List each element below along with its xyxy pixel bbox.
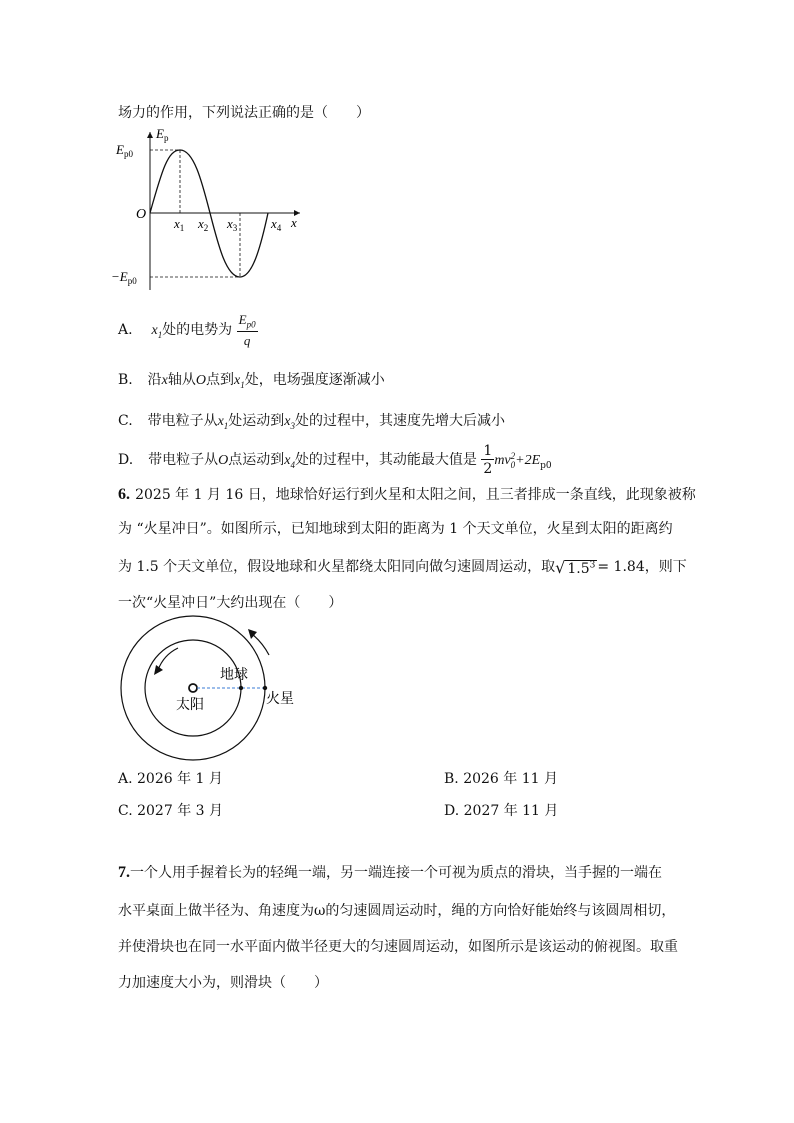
q7-line2: 水平桌面上做半径为、角速度为ω的匀速圆周运动时，绳的方向恰好能始终与该圆周相切， [118, 903, 676, 919]
earth-dot [239, 686, 243, 690]
q5-option-c: C. 带电粒子从$x_1$处运动到$x_3$处的过程中，其速度先增大后减小 [118, 413, 506, 431]
q5-stem-tail: 场力的作用，下列说法正确的是（ ） [118, 105, 370, 121]
q5-option-b: B. 沿x轴从O点到$x_1$处，电场强度逐渐减小 [118, 372, 385, 390]
origin-label: O [136, 207, 147, 222]
mars-label: 火星 [266, 692, 294, 707]
q6-option-c: C. 2027 年 3 月 [118, 803, 223, 819]
q6-line4: 一次“火星冲日”大约出现在（ ） [118, 595, 343, 611]
q6-number: 6. [118, 486, 130, 503]
y-axis-label: $E_p$ [156, 126, 169, 143]
q6-option-b: B. 2026 年 11 月 [444, 771, 558, 787]
q7-number: 7. [118, 864, 130, 881]
earth-label: 地球 [220, 668, 248, 683]
q6-option-a: A. 2026 年 1 月 [118, 771, 223, 787]
q7-line3: 并使滑块也在同一水平面内做半径更大的匀速圆周运动，如图所示是该运动的俯视图。取重 [118, 939, 678, 955]
orbit-diagram [118, 612, 308, 772]
q5-option-d: D. 带电粒子从O点运动到$x_4$处的过程中，其动能最大值是 $\frac{1}{2}$ mv 2 0 $+2E_{p0}$ [118, 443, 552, 477]
option-a-label: A. [118, 321, 133, 338]
ep-x-graph [110, 122, 310, 294]
sqrt-expression: √ $1.5^3$ [555, 557, 596, 577]
mars-direction-arrow [252, 634, 269, 655]
x1-label: $x_1$ [174, 216, 185, 233]
q6-option-d: D. 2027 年 11 月 [444, 803, 559, 819]
earth-direction-arrow [158, 648, 178, 670]
sun-label: 太阳 [176, 698, 204, 713]
option-a-text: 处的电势为 [162, 321, 233, 338]
sun-icon [189, 684, 197, 692]
x3-label: $x_3$ [227, 216, 238, 233]
ep0-bottom-label: $-E_{p0}$ [111, 269, 137, 286]
q7-line4: 力加速度大小为，则滑块（ ） [118, 975, 328, 991]
q6-line2: 为 “火星冲日”。如图所示，已知地球到太阳的距离为 1 个天文单位，火星到太阳的距离约 [118, 521, 673, 537]
q7-line1: 7.一个人用手握着长为的轻绳一端，另一端连接一个可视为质点的滑块，当手握的一端在 [118, 864, 662, 881]
x-axis-label: x [291, 215, 297, 230]
mars-dot [263, 686, 267, 690]
option-a-var: $x_1$ [151, 322, 163, 340]
option-d-half: $\frac{1}{2}$ [483, 443, 493, 477]
option-a-fraction: $\frac{E_{p0}}{q}$ [238, 312, 256, 348]
ep0-top-label: $E_{p0}$ [116, 142, 133, 159]
x4-label: $x_4$ [271, 216, 282, 233]
x2-label: $x_2$ [198, 216, 209, 233]
q6-line3: 为 1.5 个天文单位，假设地球和火星都绕太阳同向做匀速圆周运动，取√ $1.5^3 = 1.84$，则下 [118, 557, 687, 577]
q6-line1: 6. 2025 年 1 月 16 日，地球恰好运行到火星和太阳之间，且三者排成一条直线，此现象被称 [118, 486, 696, 503]
q5-option-a [118, 313, 258, 347]
